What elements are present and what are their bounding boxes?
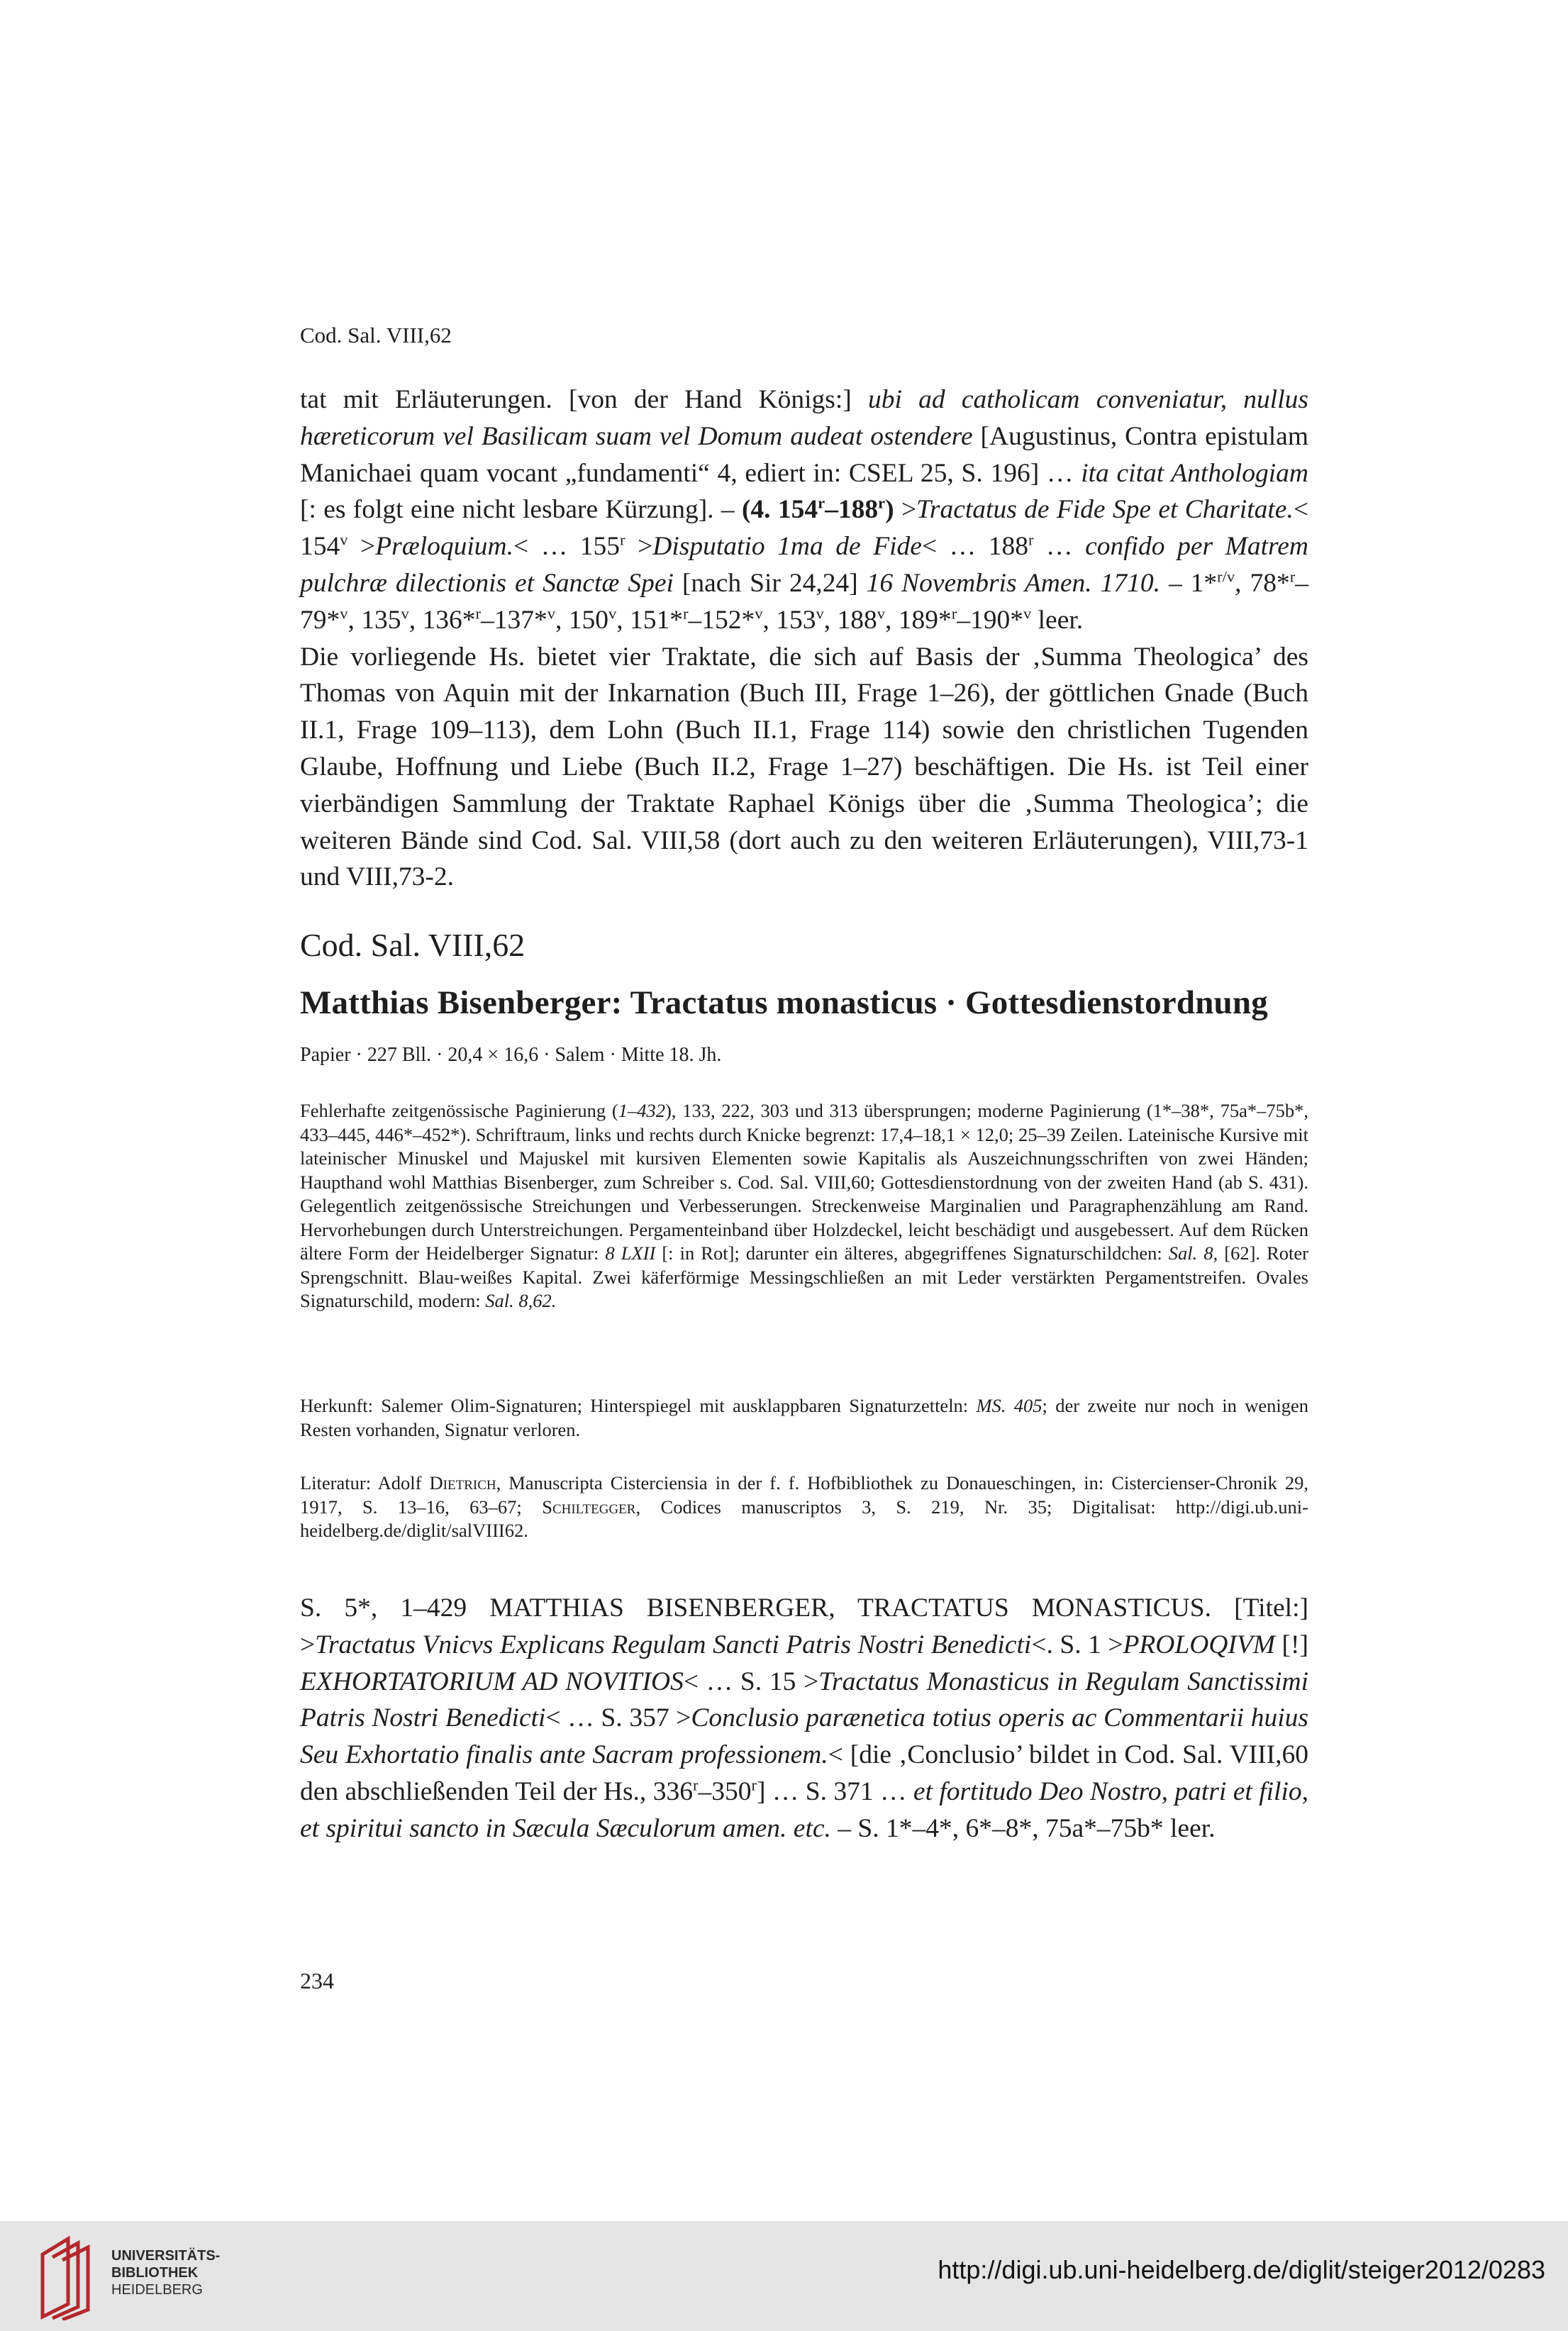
folio-superscript: v [340, 604, 348, 623]
italic-text-run: Tractatus Vnicvs Explicans Regulam Sancti Patris Nostri Benedicti [315, 1630, 1032, 1659]
text-run: , 151* [616, 605, 683, 635]
text-run: > [347, 532, 376, 562]
text-run: , 189* [885, 605, 952, 635]
text-run: –152* [688, 605, 755, 635]
text-run: ), 133, 222, 303 und 313 übersprungen; moderne Paginierung (1*–38*, 75a*–75b*, 433–445, 446*–452*). Schriftraum, links und rechts durch Knicke begrenzt: 17,4–18,1 × 12,0; 25–39 Zeilen. Lateinische Kursive mit lateinischer Minuskel und Majuskel mit kursiven Elementen sowie Kapitalis als Auszeichnungsschriften von zwei Händen; Haupthand wohl Matthias Bisenberger, zum Schreiber s. Cod. Sal. VIII,60; Gottesdienstordnung von der zweiten Hand (ab S. 431). Gelegentlich zeitgenössische Streichungen und Verbesserungen. Streckenweise Marginalien und Paragraphenzählung am Rand. Hervorhebungen durch Unterstreichungen. Pergamenteinband über Holzdeckel, leicht beschädigt und ausgebessert. Auf dem Rücken ältere Form der Heidelberger Signatur: [300, 1100, 1308, 1264]
italic-text-run: 8 LXII [605, 1242, 656, 1264]
text-run: (4. 154 [741, 495, 818, 525]
text-run: [Augustinus, Contra epistulam Manichaei quam vocant „fundamenti“ 4, ediert in: CSEL 25, S. 196] … [300, 421, 1308, 488]
text-run: [nach Sir 24,24] [673, 568, 867, 598]
folio-superscript: r [951, 604, 957, 623]
text-run: leer. [1031, 605, 1084, 635]
text-run: ; der zweite nur noch in wenigen Resten vorhanden, Signatur verloren. [300, 1395, 1308, 1440]
folio-superscript: r [475, 604, 481, 623]
text-run: < 154 [300, 495, 1308, 562]
folio-superscript: r [878, 494, 886, 512]
italic-text-run: Tractatus de Fide Spe et Charitate. [916, 495, 1294, 525]
italic-text-run: ita citat Anthologiam [1081, 458, 1308, 488]
italic-text-run: PROLOQIVM [1123, 1630, 1276, 1659]
text-run: [: in Rot]; darunter ein älteres, abgegriffenes Signaturschildchen: [655, 1242, 1169, 1264]
text-run: <. S. 1 > [1031, 1630, 1123, 1659]
folio-superscript: v [547, 604, 555, 623]
italic-text-run: Sal. 8, [1168, 1242, 1218, 1264]
italic-text-run: MS. 405 [976, 1395, 1042, 1416]
text-run: S. 5*, 1–429 MATTHIAS BISENBERGER, TRACTATUS MONASTICUS. [Titel:] > [300, 1593, 1308, 1659]
italic-text-run: Tractatus Monasticus in Regulam Sanctissimi Patris Nostri Benedicti [300, 1667, 1309, 1733]
folio-superscript: r [751, 1776, 757, 1794]
literature-paragraph [300, 1472, 1308, 1543]
text-run: < [die ‚Conclusio’ bildet in Cod. Sal. VIII,60 den abschließenden Teil der Hs., 336 [300, 1740, 1308, 1806]
folio-superscript: r [818, 494, 825, 512]
text-run: > [894, 495, 917, 525]
logo-line-2: BIBLIOTHEK [111, 2265, 199, 2281]
text-run: < … 155 [513, 532, 621, 562]
page-number: 234 [300, 1968, 334, 1993]
text-run: , Codices manuscriptos 3, S. 219, Nr. 35; Digitalisat: http://digi.ub.uni-heidelberg.de/diglit/salVIII62. [300, 1496, 1308, 1541]
content-paragraph [300, 1590, 1308, 1847]
text-run: , 135 [347, 605, 401, 635]
logo-line-3: HEIDELBERG [111, 2282, 203, 2298]
italic-text-run: EXHORTATORIUM AD NOVITIOS [300, 1667, 684, 1696]
text-run: –188 [825, 495, 879, 525]
folio-superscript: v [816, 604, 824, 623]
library-logo-text [111, 2247, 220, 2298]
italic-text-run: 16 Novembris Amen. 1710. [866, 568, 1160, 598]
previous-entry-paragraph-2: Die vorliegende Hs. bietet vier Traktate, die sich auf Basis der ‚Summa Theologica’ des Thomas von Aquin mit der Inkarnation (Buch III, Frage 1–26), der göttlichen Gnade (Buch II.1, Frage 109–113), dem Lohn (Buch II.1, Frage 114) sowie den christlichen Tugenden Glaube, Hoffnung und Liebe (Buch II.2, Frage 1–27) beschäftigen. Die Hs. ist Teil einer vierbändigen Sammlung der Traktate Raphael Königs über die ‚Summa Theologica’; die weiteren Bände sind Cod. Sal. VIII,58 (dort auch zu den weiteren Erläuterungen), VIII,73-1 und VIII,73-2. [300, 642, 1308, 892]
entry-content [300, 1590, 1308, 1847]
library-logo-icon [35, 2233, 103, 2320]
italic-text-run: Præloquium. [375, 532, 514, 562]
text-run: … [1033, 532, 1086, 562]
folio-superscript: r [620, 530, 625, 549]
text-run: Herkunft: Salemer Olim-Signaturen; Hinterspiegel mit ausklappbaren Signaturzetteln: [300, 1395, 977, 1416]
text-run: [!] [1275, 1630, 1308, 1659]
text-run: –79* [300, 568, 1309, 635]
small-caps-name: Dietrich [429, 1472, 496, 1493]
folio-superscript: v [877, 604, 885, 623]
text-run: [62]. Roter Sprengschnitt. Blau-weißes Kapital. Zwei käferförmige Messingschließen an mit Leder verstärkten Pergamentstreifen. Ovales Signaturschild, modern: [300, 1242, 1308, 1311]
text-run: ] … S. 371 … [756, 1776, 913, 1806]
text-run: Literatur: Adolf [300, 1472, 430, 1493]
previous-entry-paragraph-1 [300, 382, 1308, 639]
description-paragraph [300, 1099, 1308, 1313]
text-run: –137* [481, 605, 547, 635]
text-run: Fehlerhafte zeitgenössische Paginierung ( [300, 1100, 618, 1121]
folio-superscript: r [683, 604, 689, 623]
text-run: < … S. 15 > [683, 1667, 819, 1696]
text-run: –350 [698, 1776, 752, 1806]
running-head: Cod. Sal. VIII,62 [300, 323, 452, 347]
text-run: < … S. 357 > [545, 1703, 691, 1733]
text-run: , Manuscripta Cisterciensia in der f. f. Hofbibliothek zu Donaueschingen, in: Cistercienser-Chronik 29, 1917, S. 13–16, 63–67; [300, 1472, 1308, 1518]
italic-text-run: Disputatio 1ma de Fide [652, 532, 922, 562]
text-run: < … 188 [921, 532, 1028, 562]
entry-signature: Cod. Sal. VIII,62 [300, 927, 526, 963]
text-run: – 1* [1160, 568, 1218, 598]
italic-text-run: Conclusio parænetica totius operis ac Commentarii huius Seu Exhortatio finalis ante Sacram professionem. [300, 1703, 1308, 1770]
folio-superscript: r [1028, 530, 1034, 549]
folio-superscript: v [401, 604, 409, 623]
folio-superscript: r [1289, 567, 1296, 586]
text-run: , 150 [555, 605, 608, 635]
logo-line-1: UNIVERSITÄTS- [111, 2248, 221, 2264]
text-run: – S. 1*–4*, 6*–8*, 75a*–75b* leer. [830, 1813, 1216, 1843]
folio-superscript: v [608, 604, 617, 623]
folio-superscript: r [692, 1776, 699, 1794]
small-caps-name: Schiltegger [542, 1496, 636, 1518]
folio-superscript: v [1023, 604, 1032, 623]
folio-superscript: v [340, 530, 348, 549]
entry-subtitle: Papier · 227 Bll. · 20,4 × 16,6 · Salem · Mitte 18. Jh. [300, 1044, 722, 1066]
text-run: , 188 [823, 605, 877, 635]
text-run: , 78* [1235, 568, 1290, 598]
italic-text-run: Sal. 8,62. [485, 1290, 557, 1311]
text-run: [: es folgt eine nicht lesbare Kürzung]. – [300, 495, 742, 525]
text-run: ) [885, 495, 894, 525]
entry-description [300, 1099, 1308, 1313]
footer-url-link[interactable]: http://digi.ub.uni-heidelberg.de/diglit/steiger2012/0283 [938, 2255, 1545, 2284]
text-run: > [625, 532, 653, 562]
italic-text-run: confido per Matrem pulchræ dilectionis et Sanctæ Spei [300, 532, 1308, 598]
text-run: , 153 [762, 605, 816, 635]
italic-text-run: 1–432 [618, 1100, 665, 1121]
folio-superscript: v [755, 604, 763, 623]
text-run: , 136* [408, 605, 476, 635]
italic-text-run: ubi ad catholicam conveniatur, nullus hæreticorum vel Basilicam suam vel Domum audeat ostendere [300, 385, 1308, 451]
previous-entry-continuation [300, 382, 1308, 896]
italic-text-run: et fortitudo Deo Nostro, patri et filio, et spiritui sancto in Sæcula Sæculorum amen. etc. [300, 1776, 1309, 1843]
entry-literature [300, 1472, 1308, 1543]
entry-title: Matthias Bisenberger: Tractatus monasticus · Gottesdienstordnung [300, 984, 1268, 1021]
text-run: –190* [957, 605, 1023, 635]
text-run: tat mit Erläuterungen. [von der Hand Königs:] [300, 385, 868, 414]
provenance-paragraph [300, 1394, 1308, 1442]
folio-superscript: r/v [1217, 567, 1235, 586]
entry-provenance [300, 1394, 1308, 1442]
